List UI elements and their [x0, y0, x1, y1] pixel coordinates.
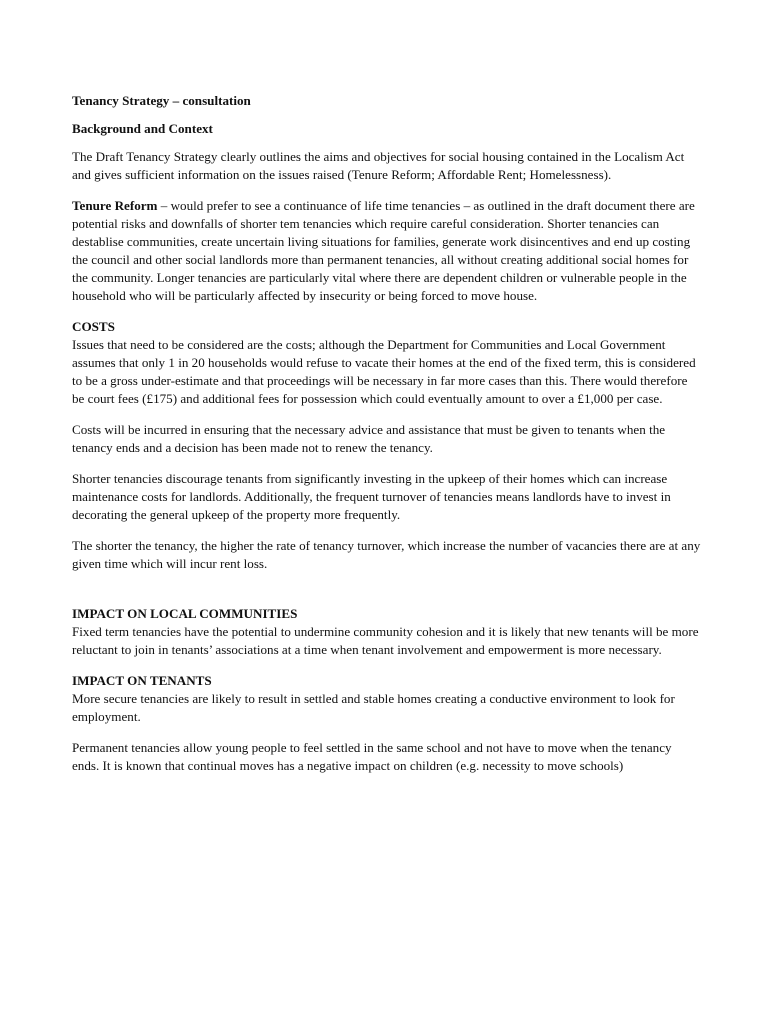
tenure-reform-text: – would prefer to see a continuance of life time tenancies – as outlined in the draft document there are potential risks and downfalls of shorter tem tenancies which require careful consideration. Shorter tenancies can destablise communities, create uncertain living situations for families, generate work disincentives and end up costing the council and other social landlords more than permanent tenancies, all without creating additional social homes for the community. Longer tenancies are particularly vital where there are dependent children or vulnerable people in the household who will be particularly affected by insecurity or being forced to move house.	[72, 198, 695, 303]
tenure-reform-paragraph	[72, 197, 702, 305]
costs-paragraph-3: Shorter tenancies discourage tenants from significantly investing in the upkeep of their homes which can increase maintenance costs for landlords. Additionally, the frequent turnover of tenancies means landlords have to invest in decorating the general upkeep of the property more frequently.	[72, 471, 671, 522]
tenants-paragraph-1: More secure tenancies are likely to result in settled and stable homes creating a conductive environment to look for employment.	[72, 691, 675, 724]
costs-heading: COSTS	[72, 319, 115, 334]
tenants-paragraph-2: Permanent tenancies allow young people to feel settled in the same school and not have to move when the tenancy ends. It is known that continual moves has a negative impact on children (e.g. necessity to move schools)	[72, 740, 672, 773]
costs-paragraph-4: The shorter the tenancy, the higher the rate of tenancy turnover, which increase the number of vacancies there are at any given time which will incur rent loss.	[72, 538, 701, 571]
communities-heading: IMPACT ON LOCAL COMMUNITIES	[72, 606, 298, 621]
document-page	[72, 92, 702, 775]
tenure-reform-label: Tenure Reform	[72, 198, 158, 213]
tenants-heading: IMPACT ON TENANTS	[72, 673, 212, 688]
background-heading: Background and Context	[72, 121, 213, 136]
document-title: Tenancy Strategy – consultation	[72, 93, 251, 108]
communities-paragraph: Fixed term tenancies have the potential to undermine community cohesion and it is likely that new tenants will be more reluctant to join in tenants’ associations at a time when tenant involvement and empowerment is more necessary.	[72, 624, 699, 657]
background-paragraph: The Draft Tenancy Strategy clearly outlines the aims and objectives for social housing contained in the Localism Act and gives sufficient information on the issues raised (Tenure Reform; Affordable Rent; Homelessness).	[72, 149, 685, 182]
costs-paragraph-1: Issues that need to be considered are the costs; although the Department for Communities and Local Government assumes that only 1 in 20 households would refuse to vacate their homes at the end of the fixed term, this is considered to be a gross under-estimate and that proceedings will be necessary in far more cases than this. There would therefore be court fees (£175) and additional fees for possession which could eventually amount to over a £1,000 per case.	[72, 337, 696, 406]
costs-paragraph-2: Costs will be incurred in ensuring that the necessary advice and assistance that must be given to tenants when the tenancy ends and a decision has been made not to renew the tenancy.	[72, 422, 666, 455]
